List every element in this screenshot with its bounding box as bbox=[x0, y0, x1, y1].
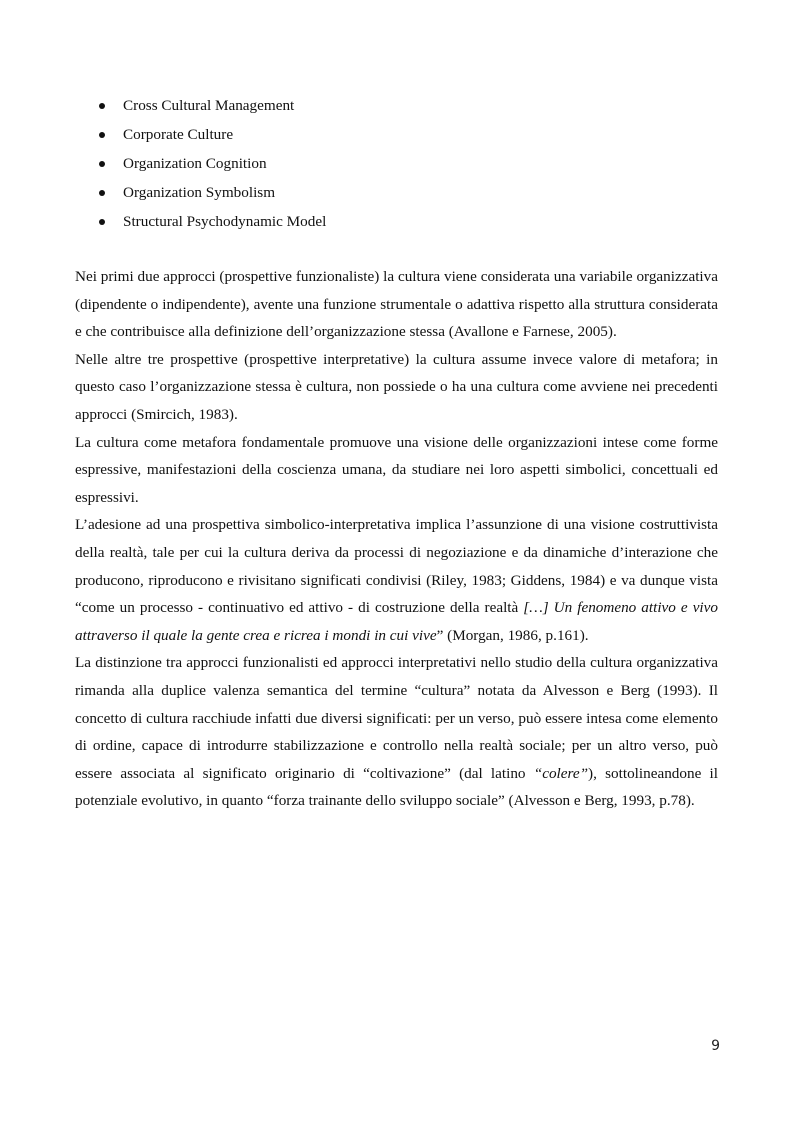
list-item-text: Cross Cultural Management bbox=[123, 97, 295, 114]
italic-term: “colere” bbox=[533, 764, 589, 782]
bullet-icon bbox=[99, 219, 105, 225]
list-item-text: Organization Symbolism bbox=[123, 184, 276, 201]
list-item bbox=[97, 123, 717, 152]
page-number: 9 bbox=[711, 1038, 720, 1054]
list-item bbox=[97, 210, 717, 239]
paragraph-text: ), sottolineandone il potenziale evolutivo, in quanto “forza trainante dello sviluppo sociale” (Alvesson e Berg, 1993, p.78). bbox=[75, 764, 718, 810]
paragraph-text: ” (Morgan, 1986, p.161). bbox=[436, 626, 589, 644]
paragraph-text: La distinzione tra approcci funzionalisti ed approcci interpretativi nello studio della cultura organizzativa rimanda alla duplice valenza semantica del termine “cultura” notata da Alvesson e Berg (1993). Il concetto di cultura racchiude infatti due diversi significati: per un verso, può essere intesa come elemento di ordine, capace di introdurre stabilizzazione e controllo nella realtà sociale; per un altro verso, può essere associata al significato originario di “coltivazione” (dal latino bbox=[75, 654, 718, 782]
list-item bbox=[97, 152, 717, 181]
list-item-text: Organization Cognition bbox=[123, 155, 267, 172]
paragraph-functionalist: Nei primi due approcci (prospettive funzionaliste) la cultura viene considerata una variabile organizzativa (dipendente o indipendente), avente una funzione strumentale o adattiva rispetto alla struttura considerata e che contribuisce alla definizione dell’organizzazione stessa (Avallone e Farnese, 2005). bbox=[75, 268, 718, 341]
body-text bbox=[75, 263, 718, 815]
paragraph-distinction bbox=[75, 649, 718, 815]
paragraph-symbolic bbox=[75, 511, 718, 649]
paragraph-interpretative: Nelle altre tre prospettive (prospettive interpretative) la cultura assume invece valore di metafora; in questo caso l’organizzazione stessa è cultura, non possiede o ha una cultura come avviene nei precedenti approcci (Smircich, 1983). bbox=[75, 350, 718, 423]
bullet-icon bbox=[99, 190, 105, 196]
bullet-list bbox=[97, 94, 717, 239]
bullet-icon bbox=[99, 103, 105, 109]
bullet-icon bbox=[99, 161, 105, 167]
list-item-text: Corporate Culture bbox=[123, 126, 234, 143]
italic-quote: […] Un fenomeno attivo e vivo attraverso il quale la gente crea e ricrea i mondi in cui vive bbox=[75, 599, 718, 644]
list-item bbox=[97, 94, 717, 123]
list-item-text: Structural Psychodynamic Model bbox=[123, 213, 327, 230]
paragraph-metaphor: La cultura come metafora fondamentale promuove una visione delle organizzazioni intese come forme espressive, manifestazioni della coscienza umana, da studiare nei loro aspetti simbolici, concettuali ed espressivi. bbox=[75, 433, 718, 506]
paragraph-text: L’adesione ad una prospettiva simbolico-interpretativa implica l’assunzione di una visione costruttivista della realtà, tale per cui la cultura deriva da processi di negoziazione e da dinamiche d’interazione che producono, riproducono e rivisitano significati condivisi (Riley, 1983; Giddens, 1984) e va dunque vista “come un processo - continuativo ed attivo - di costruzione della realtà bbox=[75, 516, 718, 617]
bullet-icon bbox=[99, 132, 105, 138]
list-item bbox=[97, 181, 717, 210]
